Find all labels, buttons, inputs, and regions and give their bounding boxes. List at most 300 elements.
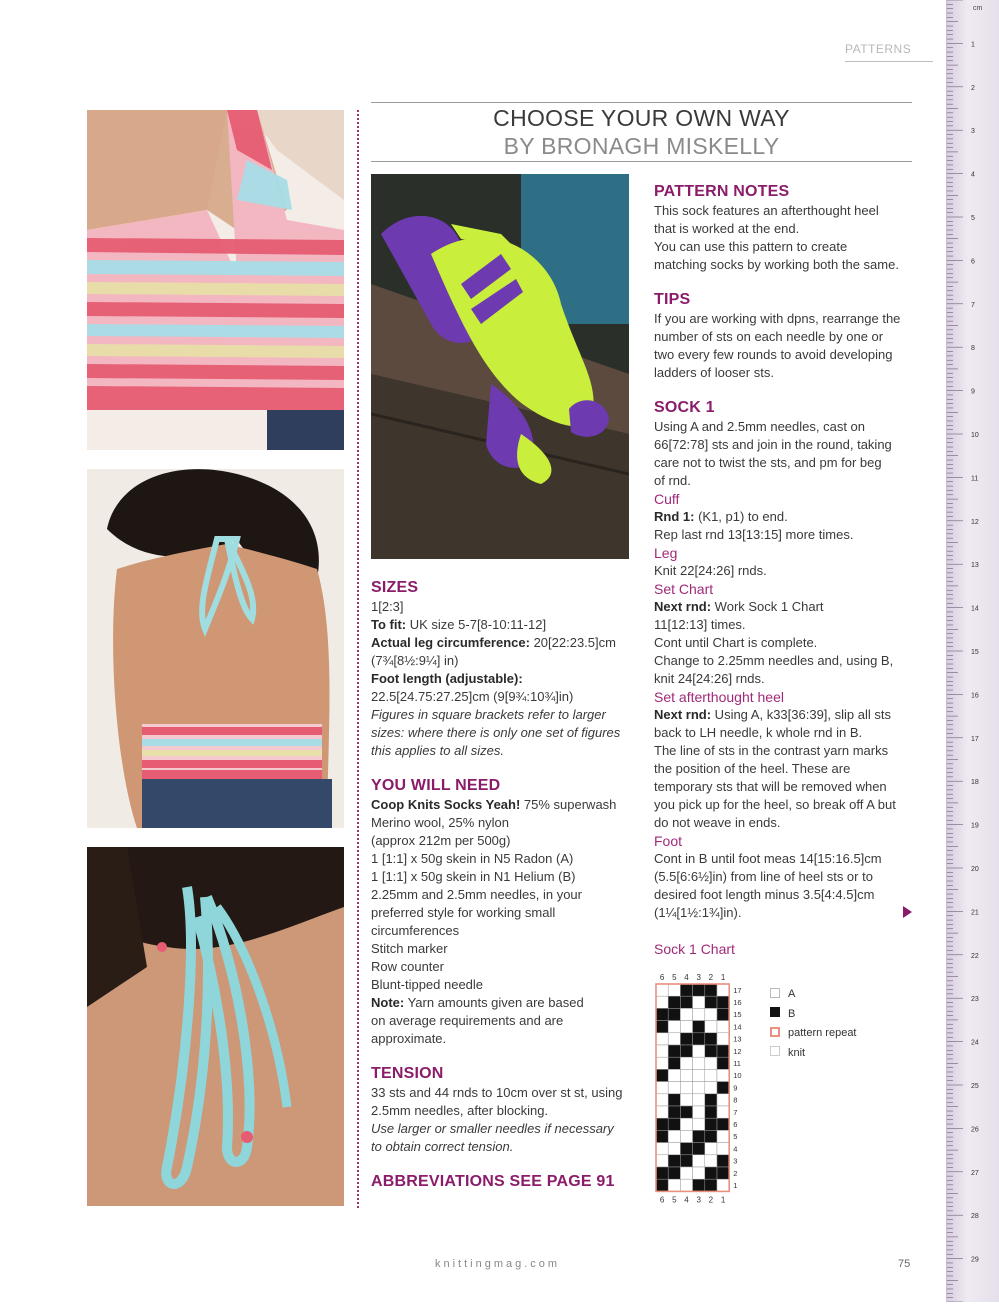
chart-cell [705,1057,717,1069]
chart-cell [717,1033,729,1045]
chart-cell [705,1094,717,1106]
text-line [371,1120,631,1138]
tension-heading: TENSION [371,1065,444,1082]
text-line [371,922,631,940]
chart-cell [656,1057,668,1069]
chart-cell [705,1069,717,1081]
line-text: You can use this pattern to create [654,239,848,254]
line-text: matching socks by working both the same. [654,257,899,272]
chart-cell [668,1094,680,1106]
sock-1-section [654,398,914,922]
ruler-number: 13 [971,562,979,570]
line-text: Row counter [371,959,444,974]
text-line [371,940,631,958]
chart-cell [668,1008,680,1020]
chart-cell [705,1021,717,1033]
section-label: PATTERNS [845,42,912,56]
chart-cell [705,1179,717,1191]
text-line [654,418,914,436]
line-text: Knit 22[24:26] rnds. [654,563,767,578]
you-will-need-heading: YOU WILL NEED [371,777,501,794]
legend-swatch [770,1007,780,1017]
text-line [371,706,631,724]
chart-cell [656,1106,668,1118]
line-text: two every few rounds to avoid developing [654,347,893,362]
line-text: Cont until Chart is complete. [654,635,818,650]
chart-row-label: 9 [733,1083,738,1093]
text-line [371,868,631,886]
chart-row-label: 6 [733,1119,738,1129]
line-text: of rnd. [654,473,691,488]
text-line [654,436,914,454]
legend-item [770,1023,857,1041]
chart-cell [668,1118,680,1130]
text-line [371,832,631,850]
chart-cell [656,1118,668,1130]
chart-column-label: 6 [659,973,665,982]
chart-cell [656,1143,668,1155]
title-rule-bottom [371,161,912,162]
chart-cell [656,996,668,1008]
bold-label: Next rnd: [654,599,712,614]
text-line [654,364,914,382]
chart-cell [680,1167,692,1179]
text-line [654,778,914,796]
bold-label: Coop Knits Socks Yeah! [371,797,521,812]
text-line [371,850,631,868]
text-line [654,724,914,742]
chart-cell [705,1143,717,1155]
text-line [371,598,631,616]
line-text: the position of the heel. These are [654,761,851,776]
chart-title: Sock 1 Chart [654,941,735,957]
chart-cell [680,996,692,1008]
chart-cell [693,1155,705,1167]
ruler-number: 15 [971,649,979,656]
chart-cell [656,984,668,996]
chart-cell [656,1179,668,1191]
ruler-number: 20 [971,866,979,873]
text-line [371,688,631,706]
chart-cell [717,1094,729,1106]
you-will-need-lines [371,796,631,1048]
chart-cell [680,1082,692,1094]
chart-cell [705,996,717,1008]
chart-cell [693,1167,705,1179]
chart-cell [705,1045,717,1057]
chart-cell [693,1021,705,1033]
photo-halter-ties [87,847,344,1206]
chart-column-label: 3 [696,973,701,982]
line-text: Blunt-tipped needle [371,977,484,992]
ruler-number: 8 [971,345,975,353]
line-text: This sock features an afterthought heel [654,203,879,218]
text-line [654,886,914,904]
line-text: Using A and 2.5mm needles, cast on [654,419,866,434]
text-line [654,850,914,868]
chart-cell [656,1082,668,1094]
text-line [654,616,914,634]
chart-cell [693,1094,705,1106]
text-line [654,562,914,580]
line-text: 20[22:23.5]cm [529,635,616,650]
chart-cell [680,984,692,996]
ruler-number: 11 [971,475,979,483]
photo-halter-top-back [87,469,344,828]
chart-cell [693,1069,705,1081]
ruler-number: 22 [971,952,979,960]
line-text: (1¼[1½:1¾]in). [654,905,742,920]
text-line [371,724,631,742]
ruler-number: 29 [971,1256,979,1264]
chart-row-label: 2 [733,1168,738,1178]
tension-lines [371,1084,631,1156]
chart-cell [717,984,729,996]
chart-cell [680,1179,692,1191]
chart-cell [717,1057,729,1069]
chart-cell [668,1106,680,1118]
chart-column-label: 2 [708,973,714,982]
chart-row-label: 17 [733,985,742,995]
legend-label: knit [788,1046,806,1059]
sizes-section [371,578,631,760]
text-line [654,202,914,220]
chart-row-label: 10 [733,1071,742,1081]
line-text: Merino wool, 25% nylon [371,815,510,830]
line-text: ladders of looser sts. [654,365,774,380]
line-text: (approx 212m per 500g) [371,833,511,848]
chart-cell [680,1033,692,1045]
sock-1-lines [654,418,914,922]
ruler-number: 1 [971,41,975,49]
line-text: approximate. [371,1031,447,1046]
ruler-number: 23 [971,996,979,1004]
ruler-number: 4 [971,171,975,179]
chart-cell [717,1167,729,1179]
chart-cell [705,1008,717,1020]
text-line [371,976,631,994]
sizes-heading: SIZES [371,579,419,596]
chart-cell [693,1033,705,1045]
column-divider [357,110,359,1208]
text-line [654,796,914,814]
ruler-number: 9 [971,388,975,396]
ruler-number: 25 [971,1083,979,1090]
line-text: Figures in square brackets refer to larger [371,707,606,722]
text-line [654,508,914,526]
chart-column-label: 5 [672,973,677,982]
chart-row-label: 1 [733,1180,738,1190]
ruler-number: 2 [971,84,975,92]
legend-label: A [788,988,796,1000]
chart-column-label: 6 [659,1195,665,1205]
sizes-lines [371,598,631,760]
line-text: 1[2:3] [371,599,404,614]
chart-cell [705,1033,717,1045]
text-line [371,796,631,814]
chart-row-label: 5 [733,1132,738,1142]
line-text: knit 24[24:26] rnds. [654,671,765,686]
continue-arrow-icon [903,906,912,918]
legend-item [770,1043,805,1061]
chart-cell [656,1008,668,1020]
line-text: on average requirements and are [371,1013,564,1028]
ruler-number: 3 [971,128,975,136]
chart-cell [656,1155,668,1167]
text-line [654,814,914,832]
line-text: 2.25mm and 2.5mm needles, in your [371,887,582,902]
chart-cell [656,1094,668,1106]
chart-cell [705,1155,717,1167]
line-text: UK size 5-7[8-10:11-12] [406,617,547,632]
text-line [371,634,631,652]
subheading: Set Chart [654,581,714,597]
chart-cell [693,996,705,1008]
text-line [654,742,914,760]
chart-cell [680,1094,692,1106]
chart-column-label: 4 [684,1195,689,1205]
photo-halter-top-front [87,110,344,450]
chart-cell [705,984,717,996]
text-line [654,220,914,238]
chart-row-label: 8 [733,1095,738,1105]
text-line [654,706,914,724]
chart-row-label: 3 [733,1156,738,1166]
article-title: CHOOSE YOUR OWN WAY [493,105,790,131]
line-text: circumferences [371,923,460,938]
chart-row-label: 12 [733,1046,742,1056]
chart-cell [717,1082,729,1094]
chart-cell [705,1082,717,1094]
chart-cell [717,1143,729,1155]
text-line [371,814,631,832]
tips-section [654,290,914,382]
chart-cell [680,1069,692,1081]
chart-row-label: 15 [733,1010,742,1020]
text-line [371,994,631,1012]
ruler-number: 10 [971,432,979,439]
article-byline: BY BRONAGH MISKELLY [503,133,780,159]
chart-cell [705,1167,717,1179]
line-text: temporary sts that will be removed when [654,779,887,794]
chart-cell [680,1143,692,1155]
text-line [654,526,914,544]
line-text: 11[12:13] times. [654,617,746,632]
chart-cell [668,1130,680,1142]
chart-cell [668,1033,680,1045]
line-text: Use larger or smaller needles if necessary [371,1121,614,1136]
chart-cell [668,984,680,996]
chart-cell [656,1069,668,1081]
text-line [371,652,631,670]
chart-cell [668,996,680,1008]
section-divider [845,61,933,62]
line-text: 66[72:78] sts and join in the round, taking [654,437,892,452]
tips-heading: TIPS [654,291,691,308]
chart-cell [717,1069,729,1081]
chart-cell [693,1143,705,1155]
text-line [654,598,914,616]
line-text: 1 [1:1] x 50g skein in N5 Radon (A) [371,851,574,866]
chart-cell [656,1021,668,1033]
chart-cell [705,1106,717,1118]
line-text: Work Sock 1 Chart [711,599,824,614]
text-line [371,616,631,634]
pattern-notes-heading: PATTERN NOTES [654,183,790,200]
chart-column-label: 5 [672,1195,677,1205]
chart-cell [668,1143,680,1155]
text-line [654,238,914,256]
ruler-number: 14 [971,605,979,613]
text-line [371,1138,631,1156]
chart-cell [705,1118,717,1130]
text-line [654,256,914,274]
text-line [371,1012,631,1030]
line-text: Yarn amounts given are based [404,995,584,1010]
chart-row-label: 13 [733,1034,742,1044]
text-line [654,670,914,688]
line-text: Rep last rnd 13[13:15] more times. [654,527,854,542]
ruler-number: 26 [971,1126,979,1134]
line-text: you pick up for the heel, so break off A but [654,797,896,812]
pattern-notes-lines [654,202,914,274]
bold-label: Foot length (adjustable): [371,671,523,686]
chart-cell [717,1008,729,1020]
text-line [654,634,914,652]
footer-site: knittingmag.com [435,1258,561,1270]
line-text: desired foot length minus 3.5[4:4.5]cm [654,887,875,902]
line-text: 1 [1:1] x 50g skein in N1 Helium (B) [371,869,576,884]
chart-cell [717,1155,729,1167]
chart-column-label: 2 [708,1195,714,1205]
text-line [371,1030,631,1048]
text-line [371,886,631,904]
chart-cell [680,1045,692,1057]
chart-column-label: 1 [720,973,726,982]
line-text: Stitch marker [371,941,448,956]
chart-row-label: 14 [733,1022,742,1032]
chart-cell [693,1057,705,1069]
subheading: Leg [654,545,678,561]
page-number: 75 [898,1258,911,1270]
chart-cell [717,1179,729,1191]
ruler-number: 12 [971,518,979,526]
ruler-number: 16 [971,692,979,700]
line-text: number of sts on each needle by one or [654,329,884,344]
chart-cell [680,1106,692,1118]
ruler-number: 21 [971,909,979,917]
chart-cell [693,1082,705,1094]
chart-cell [680,1155,692,1167]
ruler-number: 5 [971,215,975,222]
bold-label: Note: [371,995,405,1010]
line-text: (K1, p1) to end. [694,509,788,524]
text-line [654,904,914,922]
sock-1-chart [650,968,760,1212]
chart-cell [668,1069,680,1081]
ruler-number: 19 [971,822,979,830]
chart-cell [668,1167,680,1179]
text-line [654,868,914,886]
chart-cell [656,1130,668,1142]
text-line [371,1084,631,1102]
line-text: 2.5mm needles, after blocking. [371,1103,549,1118]
text-line [654,346,914,364]
chart-column-label: 3 [696,1195,701,1205]
sock-1-heading: SOCK 1 [654,399,715,416]
chart-cell [693,1130,705,1142]
chart-cell [680,1008,692,1020]
text-line [654,472,914,490]
legend-label: pattern repeat [788,1027,857,1039]
chart-cell [680,1118,692,1130]
line-text: that is worked at the end. [654,221,800,236]
line-text: preferred style for working small [371,905,556,920]
chart-row-label: 4 [733,1144,738,1154]
chart-cell [693,1008,705,1020]
subheading: Set afterthought heel [654,689,784,705]
chart-cell [680,1130,692,1142]
ruler [946,0,999,1302]
line-text: 75% superwash [520,797,617,812]
chart-cell [717,1021,729,1033]
chart-cell [693,1045,705,1057]
line-text: to obtain correct tension. [371,1139,514,1154]
chart-cell [656,1167,668,1179]
legend-swatch [770,1027,780,1037]
chart-cell [668,1179,680,1191]
line-text: Cont in B until foot meas 14[15:16.5]cm [654,851,882,866]
chart-cell [656,1045,668,1057]
chart-cell [717,1045,729,1057]
line-text: (7¾[8½:9¼] in) [371,653,459,668]
line-text: If you are working with dpns, rearrange the [654,311,901,326]
chart-cell [693,1179,705,1191]
legend-item [770,984,795,1002]
line-text: do not weave in ends. [654,815,781,830]
bold-label: Rnd 1: [654,509,695,524]
subheading: Foot [654,833,683,849]
chart-cell [717,1130,729,1142]
line-text: back to LH needle, k whole rnd in B. [654,725,863,740]
chart-row-label: 16 [733,997,742,1007]
chart-cell [717,1118,729,1130]
text-line [371,958,631,976]
ruler-ticks [947,0,999,1302]
legend-item [770,1004,795,1022]
chart-cell [693,984,705,996]
text-line [371,904,631,922]
tension-section [371,1064,631,1156]
bold-label: To fit: [371,617,407,632]
ruler-number: 17 [971,735,979,743]
chart-cell [680,1057,692,1069]
subheading: Cuff [654,491,680,507]
text-line [654,454,914,472]
text-line [654,760,914,778]
chart-cell [656,1033,668,1045]
ruler-unit: cm [973,5,983,12]
chart-cell [717,1106,729,1118]
line-text: 22.5[24.75:27.25]cm (9[9¾:10¾]in) [371,689,574,704]
chart-cell [705,1130,717,1142]
chart-cell [680,1021,692,1033]
text-line [371,1102,631,1120]
pattern-notes-section [654,182,914,274]
text-line [654,328,914,346]
bold-label: Actual leg circumference: [371,635,530,650]
line-text: care not to twist the sts, and pm for beg [654,455,882,470]
